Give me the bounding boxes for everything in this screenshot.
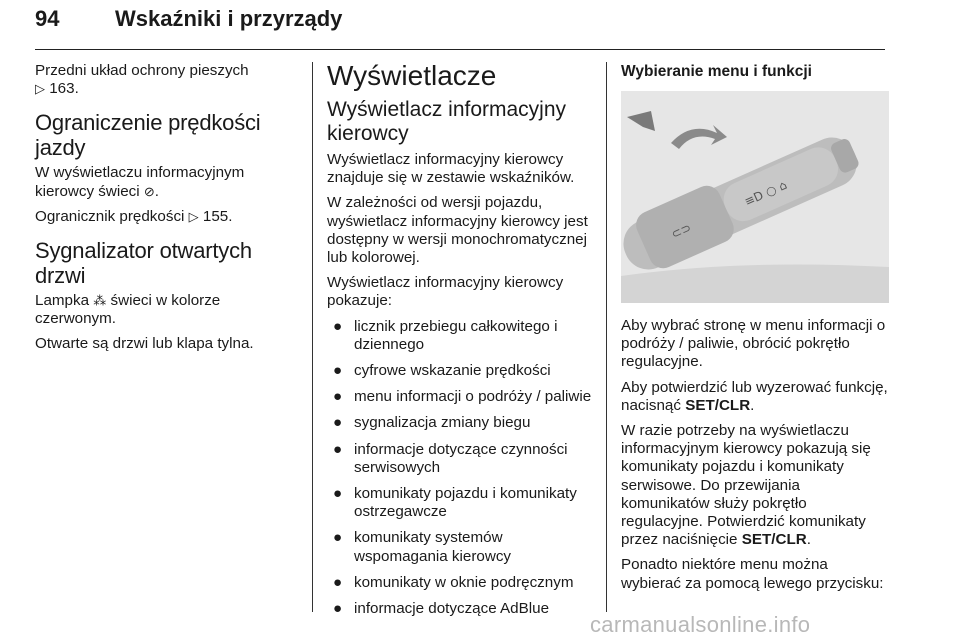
door-open-icon: ⁂ <box>93 293 107 309</box>
door-paragraph-2: Otwarte są drzwi lub klapa tylna. <box>35 335 254 353</box>
heading-speed-limit: Ograniczenie prędkości jazdy <box>35 110 261 161</box>
display-paragraph-3: Wyświetlacz informacyjny kierowcy pokazuje: <box>327 274 564 310</box>
list-item: ● menu informacji o podróży / paliwie <box>333 388 592 406</box>
watermark: carmanualsonline.info <box>590 612 811 637</box>
menu-paragraph-2: Aby potwierdzić lub wyzerować funkcję, nacisnąć SET/CLR. <box>621 378 888 414</box>
page-number: 94 <box>35 6 60 31</box>
speed-paragraph-1: W wyświetlaczu informacyjnym kierowcy świeci ⊘. <box>35 164 245 200</box>
column-right <box>621 62 889 600</box>
set-clr-label: SET/CLR <box>685 396 751 414</box>
set-clr-label: SET/CLR <box>741 531 807 549</box>
header-rule <box>35 49 885 50</box>
column-divider <box>312 62 313 612</box>
page-ref-icon: ▷ <box>35 81 45 97</box>
page-header <box>35 6 885 48</box>
list-item: ● komunikaty pojazdu i komunikaty ostrzegawcze <box>333 485 577 521</box>
column-middle <box>327 62 592 626</box>
list-item: ● licznik przebiegu całkowitego i dziennego <box>333 317 558 353</box>
turn-signal-stalk-image <box>621 91 889 303</box>
intro-paragraph: Przedni układ ochrony pieszych ▷ 163. <box>35 62 249 98</box>
page-ref-icon: ▷ <box>188 208 199 224</box>
column-left <box>35 62 297 361</box>
speed-paragraph-2: Ogranicznik prędkości ▷ 155. <box>35 207 233 225</box>
door-paragraph-1: Lampka ⁂ świeci w kolorze czerwonym. <box>35 292 221 328</box>
heading-door-open: Sygnalizator otwartych drzwi <box>35 238 252 289</box>
svg-text:⊂⊃: ⊂⊃ <box>669 220 694 242</box>
list-item: ● komunikaty w oknie podręcznym <box>333 573 574 591</box>
list-item: ● sygnalizacja zmiany biegu <box>333 414 531 432</box>
list-item: ● komunikaty systemów wspomagania kierowcy <box>333 529 512 565</box>
menu-paragraph-3: W razie potrzeby na wyświetlaczu informacyjnym kierowcy pokazują się komunikaty pojazdu i komunikaty serwisowe. Do przewijania komunikatów służy pokrętło regulacyjne. Potwierdzić komunikaty przez naciśnięcie SET/CLR. <box>621 422 871 549</box>
list-item: ● cyfrowe wskazanie prędkości <box>333 362 551 380</box>
stalk-illustration <box>621 91 889 303</box>
heading-displays: Wyświetlacze <box>327 60 497 91</box>
column-divider <box>606 62 607 612</box>
intro-ref-link[interactable]: 163. <box>49 80 79 98</box>
display-bullet-list <box>327 318 592 619</box>
page-title: Wskaźniki i przyrządy <box>115 6 343 31</box>
list-item: ● informacje dotyczące czynności serwisowych <box>333 440 568 476</box>
menu-paragraph-4: Ponadto niektóre menu można wybierać za pomocą lewego przycisku: <box>621 556 884 592</box>
speed-ref-link[interactable]: 155. <box>202 207 233 225</box>
display-paragraph-2: W zależności od wersji pojazdu, wyświetlacz informacyjny kierowcy jest dostępny w wersji monochromatycznej lub kolorowej. <box>327 194 588 267</box>
list-item: ● informacje dotyczące AdBlue <box>333 600 550 618</box>
heading-driver-info-display: Wyświetlacz informacyjny kierowcy <box>327 98 567 145</box>
display-paragraph-1: Wyświetlacz informacyjny kierowcy znajduje się w zestawie wskaźników. <box>327 151 575 187</box>
menu-paragraph-1: Aby wybrać stronę w menu informacji o podróży / paliwie, obrócić pokrętło regulacyjne. <box>621 317 886 371</box>
heading-menu-selection: Wybieranie menu i funkcji <box>621 63 812 80</box>
svg-text:≡D ○ ⌂: ≡D ○ ⌂ <box>742 177 790 209</box>
speed-limiter-icon: ⊘ <box>143 183 155 199</box>
